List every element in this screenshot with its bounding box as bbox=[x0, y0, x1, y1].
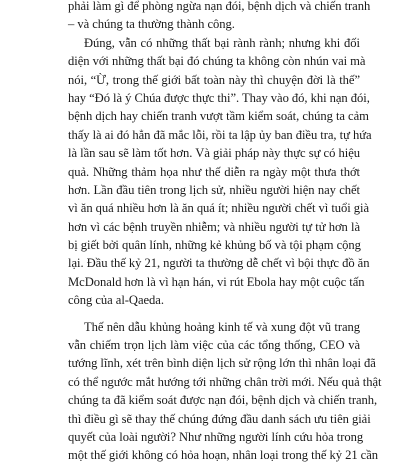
paragraph-gap bbox=[68, 310, 360, 318]
text-line: vì ăn quá nhiều hơn là ăn quá ít; nhiều người chết vì tuổi già bbox=[68, 201, 370, 216]
text-line: chúng ta đã kiểm soát được nạn đói, bệnh dịch và chiến tranh, bbox=[68, 393, 378, 408]
text-line: hay “Đó là ý Chúa được thực thi”. Thay vào đó, khi nạn đói, bbox=[68, 90, 370, 105]
text-line: bệnh dịch hay chiến tranh vượt tầm kiểm soát, chúng ta cảm bbox=[68, 109, 369, 124]
text-line: thì điều gì sẽ thay thế chúng đứng đầu danh sách ưu tiên giải bbox=[68, 411, 371, 426]
text-line: vẫn chiếm trọn lịch làm việc của các tổng thống, CEO và bbox=[68, 338, 360, 353]
paragraph-2 bbox=[68, 34, 372, 310]
text-line: nói, “Ừ, trong thế giới bất toàn này thì chuyện đời là thế” bbox=[68, 72, 360, 87]
text-line: McDonald hơn là vì hạn hán, vi rút Ebola hay một cuộc tấn bbox=[68, 274, 365, 289]
text-line: công của al-Qaeda. bbox=[68, 293, 164, 308]
text-line: có thể ngước mắt hướng tới những chân trời mới. Nếu quả thật bbox=[68, 374, 382, 389]
text-line: hơn vì các bệnh truyền nhiễm; và nhiều người tự tử hơn là bbox=[68, 219, 360, 234]
text-line: bị giết bởi quân lính, những kẻ khủng bố và tội phạm cộng bbox=[68, 238, 361, 253]
text-line: Đúng, vẫn có những thất bại rành rành; nhưng khi đối bbox=[84, 35, 360, 50]
text-line: phải làm gì để phòng ngừa nạn đói, bệnh dịch và chiến tranh bbox=[68, 0, 371, 13]
text-line: là lần sau sẽ làm tốt hơn. Và giải pháp này thực sự có hiệu bbox=[68, 146, 360, 161]
text-line: quả. Những thảm họa như thế diễn ra ngày một thưa thớt bbox=[68, 164, 360, 179]
text-line: thấy là ai đó hẳn đã mắc lỗi, rồi ta lập ủy ban điều tra, tự hứa bbox=[68, 127, 372, 142]
text-line: hơn. Lần đầu tiên trong lịch sử, nhiều người hiện nay chết bbox=[68, 182, 360, 197]
text-line: lại. Đầu thế kỷ 21, người ta thường dễ chết vì bội thực đồ ăn bbox=[68, 256, 370, 271]
text-line: diện với những thất bại đó chúng ta không còn nhún vai mà bbox=[68, 54, 366, 69]
text-line: một thế giới không có hỏa hoạn, nhân loại trong thế kỷ 21 cần bbox=[68, 448, 378, 463]
text-line: Thế nên dẫu khủng hoảng kinh tế và xung đột vũ trang bbox=[84, 319, 360, 334]
text-line: – và chúng ta thường thành công. bbox=[68, 17, 235, 32]
paragraph-3 bbox=[68, 318, 382, 465]
paragraph-1 bbox=[68, 0, 371, 34]
text-line: tướng lĩnh, xét trên bình diện lịch sử rộng lớn thì nhân loại đã bbox=[68, 356, 376, 371]
text-line: quyết của loài người? Như những người lính cứu hỏa trong bbox=[68, 429, 364, 444]
text-column bbox=[68, 0, 382, 465]
